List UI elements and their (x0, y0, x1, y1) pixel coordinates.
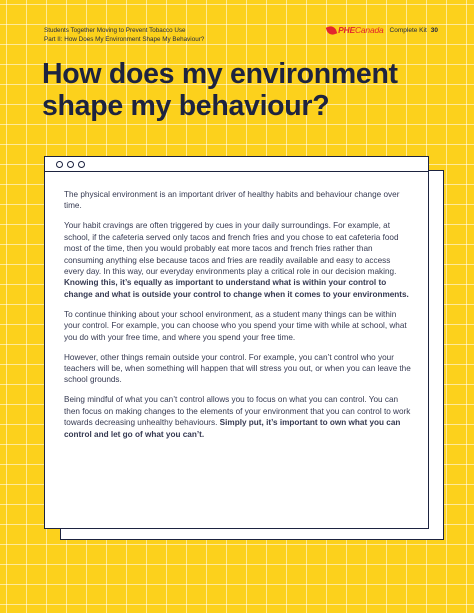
logo-text-thin: Canada (354, 25, 384, 35)
paragraph-3: To continue thinking about your school environment, as a student many things can be within your control. For example, you can choose who you spend your time with while at school, what you do with your free time, and where you spend your free time. (64, 309, 407, 342)
paragraph-5: Being mindful of what you can’t control allows you to focus on what you can control. You can then focus on making changes to the elements of your environment that you can control to work towards decreasing unhealthy behaviours. Simply put, it’s important to own what you can control and let go of what you can’t. (64, 395, 411, 439)
window-dot-icon (67, 161, 74, 168)
logo-text: PHE (338, 25, 355, 35)
window-dot-icon (78, 161, 85, 168)
window-dot-icon (56, 161, 63, 168)
paragraph-4: However, other things remain outside your control. For example, you can’t control who your teachers will be, when something will happen that will stress you out, or when you can leave the school grounds. (64, 352, 411, 385)
paragraph-5-emphasis: Simply put, it’s important to own what you can control and let go of what you can’t. (64, 418, 401, 439)
paragraph-2: Your habit cravings are often triggered by cues in your daily surroundings. For example, at school, if the cafeteria served only tacos and french fries and you chose to eat cafeteria food most of the time, then you would probably eat more tacos and french fries rather than consuming anything else because tacos and fries are readily available and easy to access every day. In this way, our everyday environments play a critical role in our decision making. Knowing this, it’s equally as important to understand what is within your control to change and what is outside your control to change when it comes to your environments. (64, 221, 409, 299)
paragraph-2-emphasis: Knowing this, it’s equally as important to understand what is within your control to change and what is outside your control to change when it comes to your environments. (64, 278, 409, 299)
kit-label-text: Complete Kit (389, 26, 427, 34)
page-header (44, 26, 204, 44)
page-title-line-1: How does my environment (42, 58, 398, 90)
header-series-title: Students Together Moving to Prevent Tobacco Use (44, 27, 186, 34)
kit-label (390, 27, 438, 34)
body-text (45, 172, 428, 440)
page-title (42, 58, 462, 122)
page-title-line-2: shape my behaviour? (42, 90, 330, 122)
header-part-title: Part II: How Does My Environment Shape My Behaviour? (44, 36, 205, 43)
maple-leaf-icon (326, 24, 338, 36)
window-title-bar (45, 157, 428, 172)
phe-canada-logo (327, 25, 383, 35)
brand-area (327, 25, 438, 35)
paragraph-1: The physical environment is an important driver of healthy habits and behaviour change over time. (64, 190, 400, 211)
page-number: 30 (430, 26, 438, 34)
content-window (44, 156, 429, 529)
